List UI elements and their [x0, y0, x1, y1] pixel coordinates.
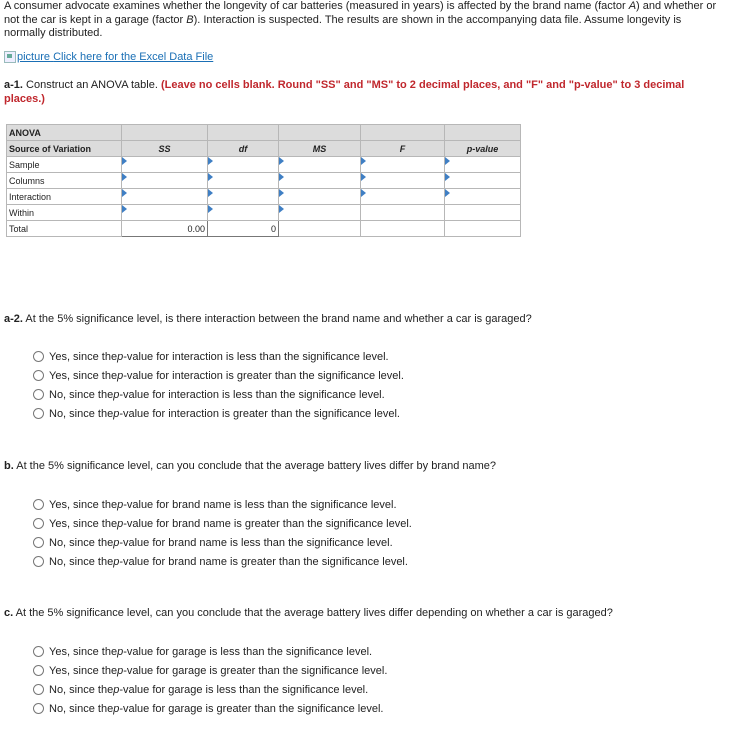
sample-df-input[interactable] — [208, 157, 279, 173]
radio-option[interactable] — [33, 347, 404, 366]
sample-f-input[interactable] — [361, 157, 445, 173]
option-text: No, since the — [49, 555, 114, 568]
option-p: p — [113, 702, 120, 715]
columns-ss-input[interactable] — [122, 173, 208, 189]
within-p-value-cell — [445, 205, 521, 221]
table-row — [7, 173, 521, 189]
option-p: p — [113, 555, 120, 568]
intro-text-2: ) and whether or not the car is kept in a garage (factor — [4, 0, 717, 26]
option-text: -value for interaction is less than the significance level. — [123, 350, 389, 363]
col-header-p-value: p-value — [445, 141, 521, 157]
question-a2-label: a-2. — [4, 313, 23, 325]
radio-button[interactable] — [33, 389, 44, 400]
question-a1-instruction: (Leave no cells blank. Round "SS" and "MS" to 2 decimal places, and "F" and "p-value" to 3 decimal places.) — [4, 79, 685, 105]
option-p: p — [113, 683, 120, 696]
within-df-input[interactable] — [208, 205, 279, 221]
radio-button[interactable] — [33, 351, 44, 362]
question-c-label: c. — [4, 607, 14, 619]
option-text: No, since the — [49, 702, 114, 715]
columns-df-input[interactable] — [208, 173, 279, 189]
question-c — [4, 607, 613, 619]
radio-button[interactable] — [33, 665, 44, 676]
table-row — [7, 189, 521, 205]
radio-button[interactable] — [33, 518, 44, 529]
table-row — [7, 205, 521, 221]
sample-ms-input[interactable] — [279, 157, 361, 173]
option-text: Yes, since the — [49, 517, 118, 530]
question-b-text: At the 5% significance level, can you conclude that the average battery lives differ by brand name? — [13, 460, 497, 472]
total-ms-cell — [279, 221, 361, 237]
sample-ss-input[interactable] — [122, 157, 208, 173]
radio-option[interactable] — [33, 680, 387, 699]
radio-button[interactable] — [33, 703, 44, 714]
factor-a: A — [628, 0, 637, 12]
col-header-ms: MS — [279, 141, 361, 157]
option-text: -value for garage is greater than the significance level. — [119, 702, 384, 715]
total-f-cell — [361, 221, 445, 237]
question-c-text: At the 5% significance level, can you conclude that the average battery lives differ depending on whether a car is garaged? — [13, 607, 613, 619]
problem-intro — [4, 0, 724, 41]
option-p: p — [117, 664, 124, 677]
intro-text-1: A consumer advocate examines whether the longevity of car batteries (measured in years) is affected by the brand name (factor — [4, 0, 629, 12]
question-b-options — [33, 495, 412, 571]
columns-ms-input[interactable] — [279, 173, 361, 189]
radio-button[interactable] — [33, 684, 44, 695]
total-ss-value: 0.00 — [122, 221, 208, 237]
row-label-total: Total — [7, 221, 122, 237]
question-b — [4, 460, 496, 472]
option-p: p — [117, 369, 124, 382]
option-text: Yes, since the — [49, 498, 118, 511]
interaction-p-value-input[interactable] — [445, 189, 521, 205]
table-row — [7, 221, 521, 237]
radio-button[interactable] — [33, 408, 44, 419]
option-text: Yes, since the — [49, 350, 118, 363]
radio-button[interactable] — [33, 537, 44, 548]
anova-title: ANOVA — [7, 125, 122, 141]
row-label-within: Within — [7, 205, 122, 221]
row-label-interaction: Interaction — [7, 189, 122, 205]
option-text: -value for brand name is less than the significance level. — [119, 536, 393, 549]
option-p: p — [117, 517, 124, 530]
question-c-options — [33, 642, 387, 718]
excel-link-alt: picture — [17, 51, 51, 63]
option-p: p — [113, 388, 120, 401]
radio-option[interactable] — [33, 533, 412, 552]
question-a1 — [4, 78, 724, 106]
radio-button[interactable] — [33, 556, 44, 567]
row-label-columns: Columns — [7, 173, 122, 189]
col-header-source: Source of Variation — [7, 141, 122, 157]
option-text: Yes, since the — [49, 645, 118, 658]
col-header-ss: SS — [122, 141, 208, 157]
radio-option[interactable] — [33, 385, 404, 404]
option-text: -value for brand name is less than the significance level. — [123, 498, 397, 511]
within-ms-input[interactable] — [279, 205, 361, 221]
option-p: p — [117, 350, 124, 363]
excel-data-link[interactable] — [4, 51, 213, 63]
option-text: -value for brand name is greater than the significance level. — [123, 517, 412, 530]
radio-button[interactable] — [33, 370, 44, 381]
columns-f-input[interactable] — [361, 173, 445, 189]
total-p-value-cell — [445, 221, 521, 237]
radio-option[interactable] — [33, 404, 404, 423]
option-text: -value for garage is less than the significance level. — [123, 645, 373, 658]
option-text: -value for garage is greater than the significance level. — [123, 664, 388, 677]
option-text: -value for interaction is less than the significance level. — [119, 388, 385, 401]
interaction-ss-input[interactable] — [122, 189, 208, 205]
interaction-df-input[interactable] — [208, 189, 279, 205]
radio-option[interactable] — [33, 495, 412, 514]
table-row — [7, 157, 521, 173]
question-b-label: b. — [4, 460, 14, 472]
option-p: p — [117, 498, 124, 511]
row-label-sample: Sample — [7, 157, 122, 173]
radio-option[interactable] — [33, 552, 412, 571]
columns-p-value-input[interactable] — [445, 173, 521, 189]
question-a1-label: a-1. — [4, 79, 23, 91]
interaction-f-input[interactable] — [361, 189, 445, 205]
option-p: p — [113, 407, 120, 420]
option-text: No, since the — [49, 536, 114, 549]
question-a2 — [4, 313, 532, 325]
option-text: Yes, since the — [49, 369, 118, 382]
within-ss-input[interactable] — [122, 205, 208, 221]
broken-image-icon — [4, 51, 16, 63]
radio-option[interactable] — [33, 514, 412, 533]
radio-option[interactable] — [33, 642, 387, 661]
option-text: No, since the — [49, 388, 114, 401]
sample-p-value-input[interactable] — [445, 157, 521, 173]
within-f-cell — [361, 205, 445, 221]
radio-option[interactable] — [33, 699, 387, 718]
interaction-ms-input[interactable] — [279, 189, 361, 205]
option-p: p — [117, 645, 124, 658]
total-df-value: 0 — [208, 221, 279, 237]
radio-button[interactable] — [33, 646, 44, 657]
anova-table — [6, 124, 521, 237]
option-text: -value for interaction is greater than the significance level. — [123, 369, 404, 382]
excel-link-label[interactable]: Click here for the Excel Data File — [53, 51, 214, 63]
option-p: p — [113, 536, 120, 549]
option-text: -value for interaction is greater than the significance level. — [119, 407, 400, 420]
option-text: -value for brand name is greater than the significance level. — [119, 555, 408, 568]
radio-option[interactable] — [33, 661, 387, 680]
option-text: No, since the — [49, 683, 114, 696]
col-header-f: F — [361, 141, 445, 157]
option-text: Yes, since the — [49, 664, 118, 677]
radio-option[interactable] — [33, 366, 404, 385]
option-text: No, since the — [49, 407, 114, 420]
question-a2-text: At the 5% significance level, is there interaction between the brand name and whether a car is garaged? — [22, 313, 532, 325]
factor-b: B — [186, 13, 194, 26]
radio-button[interactable] — [33, 499, 44, 510]
col-header-df: df — [208, 141, 279, 157]
intro-text-3: ). Interaction is suspected. The results are shown in the accompanying data file. Assume longevity is normally distributed. — [4, 13, 682, 39]
question-a1-text: Construct an ANOVA table. — [22, 79, 161, 91]
question-a2-options — [33, 347, 404, 423]
option-text: -value for garage is less than the significance level. — [119, 683, 369, 696]
